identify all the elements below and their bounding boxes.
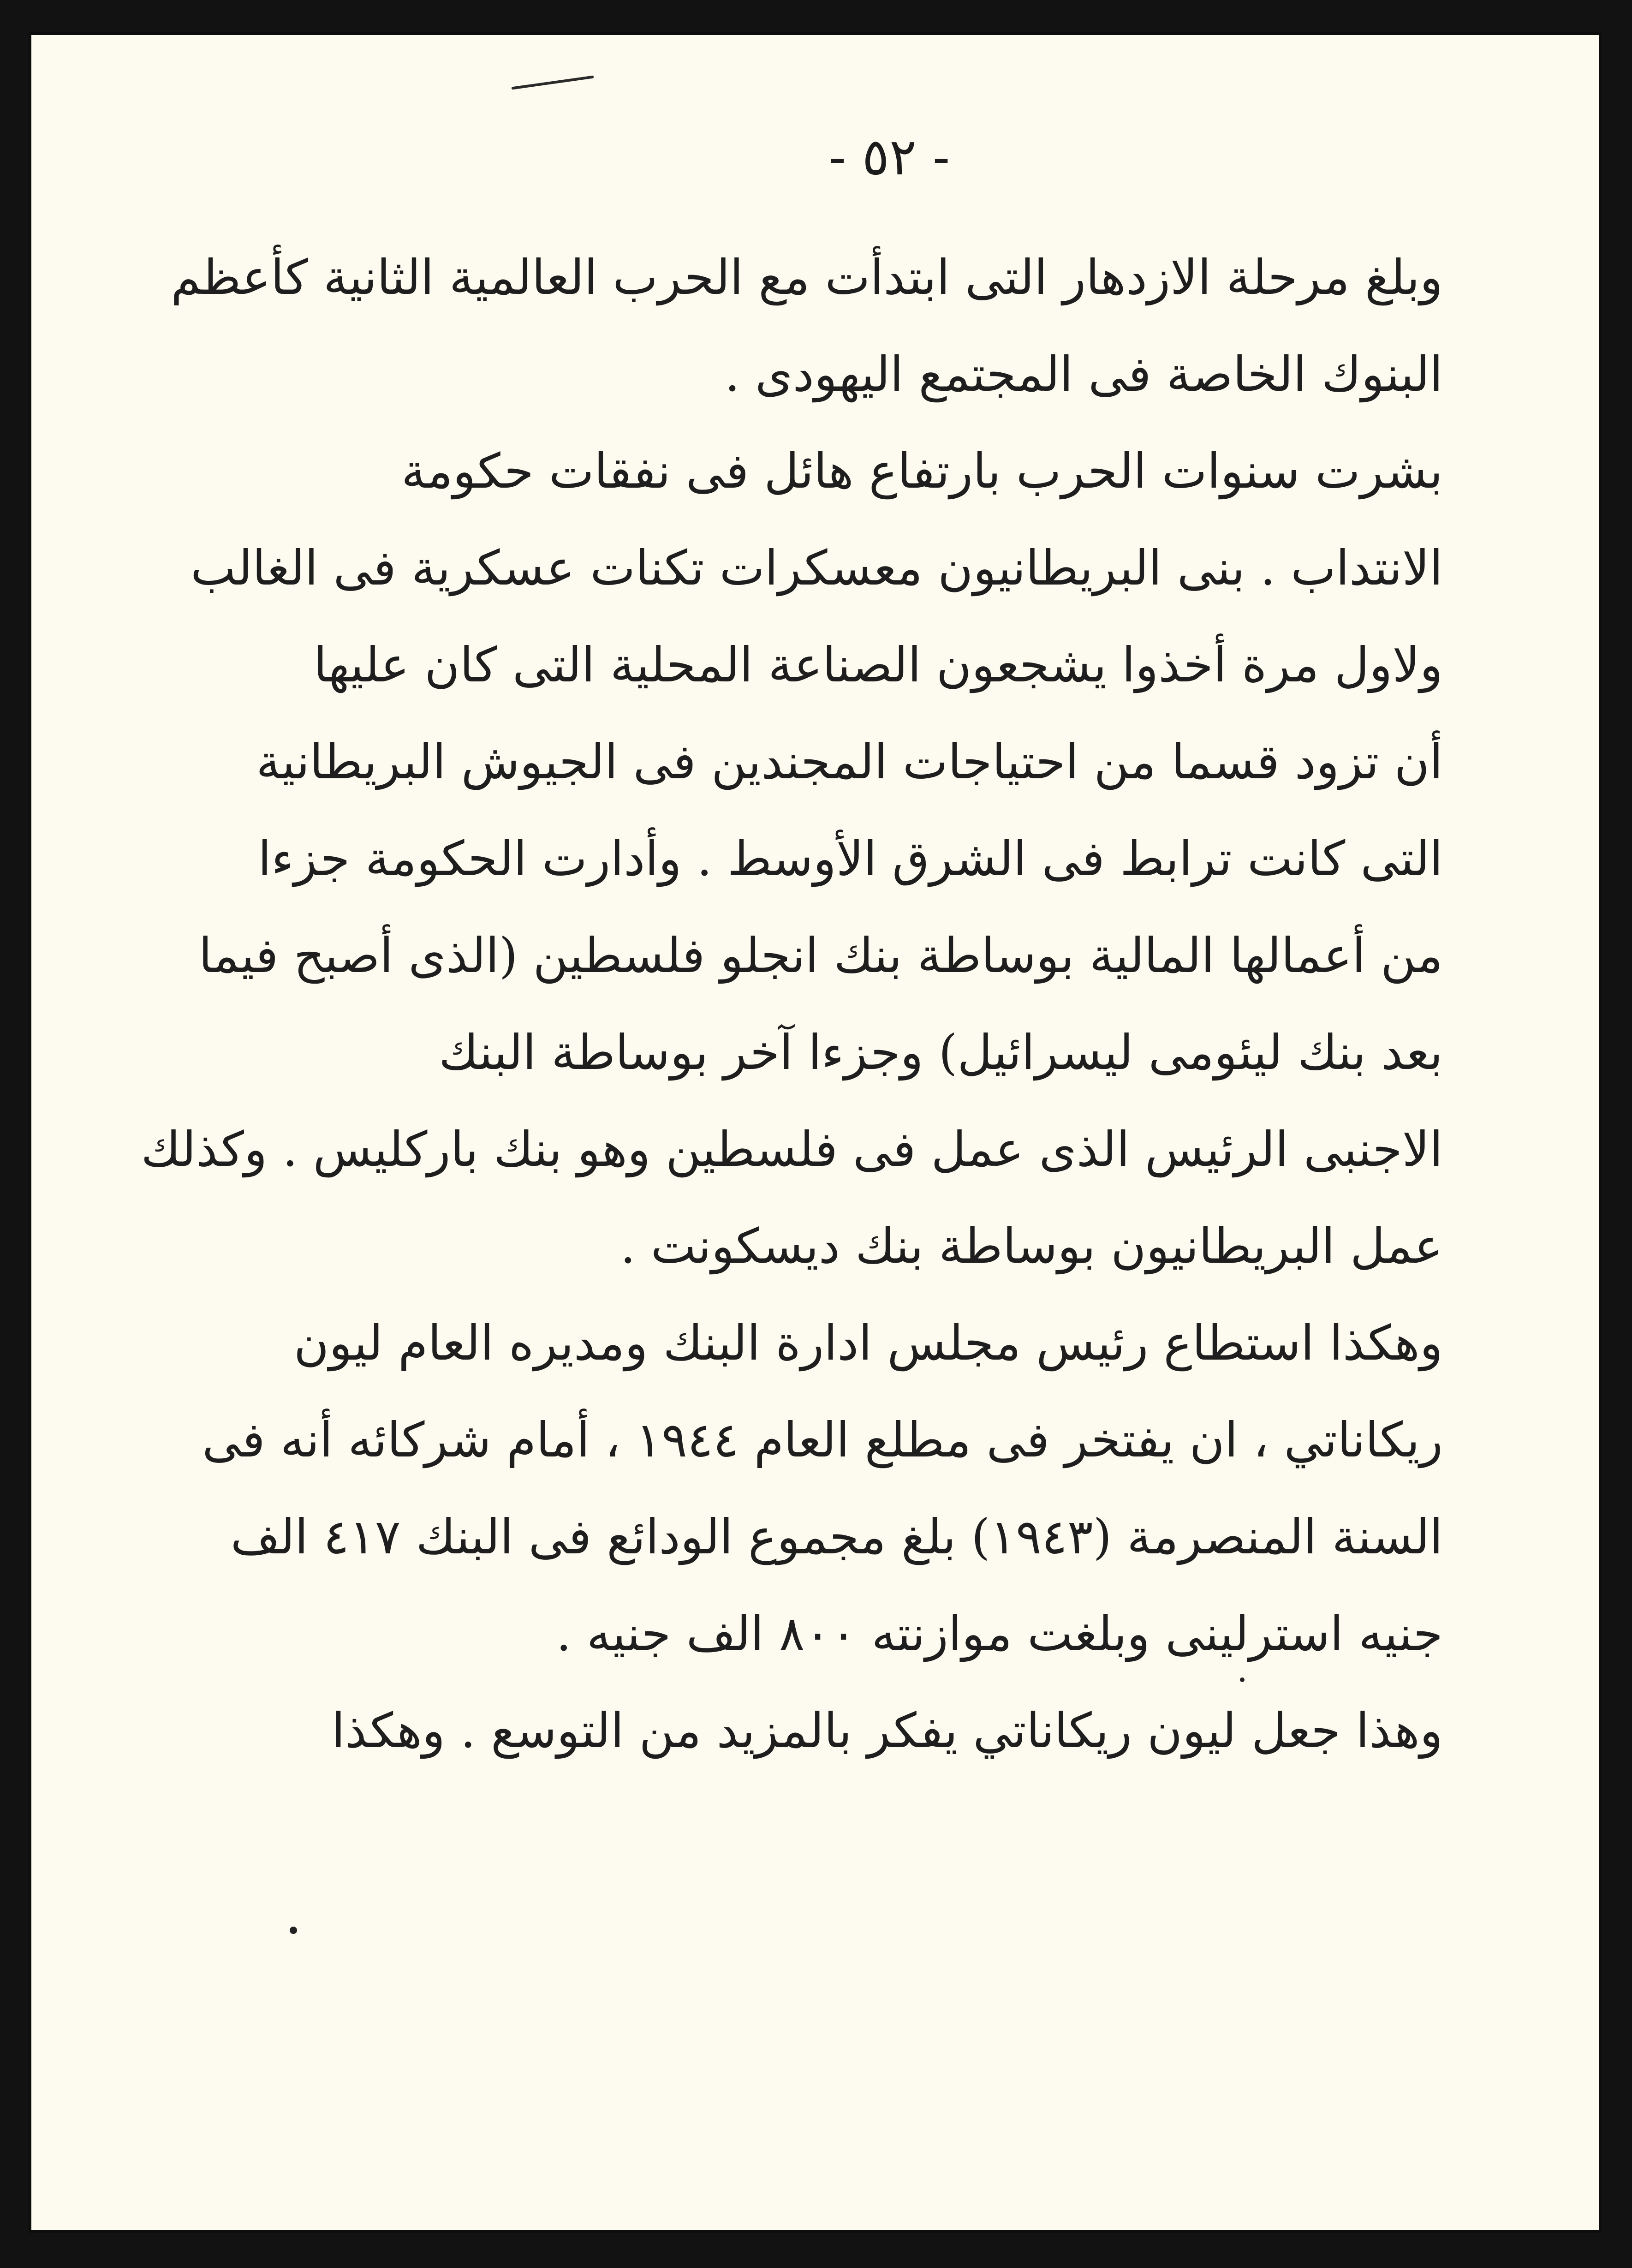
text-line: وبلغ مرحلة الازدهار التى ابتدأت مع الحرب العالمية الثانية كأعظم — [171, 249, 1443, 305]
text-line: وهذا جعل ليون ريكاناتي يفكر بالمزيد من التوسع . وهكذا — [332, 1702, 1443, 1759]
text-line: من أعمالها المالية بوساطة بنك انجلو فلسطين (الذى أصبح فيما — [198, 927, 1443, 984]
text-line: أن تزود قسما من احتياجات المجندين فى الجيوش البريطانية — [256, 734, 1443, 790]
text-line: التى كانت ترابط فى الشرق الأوسط . وأدارت الحكومة جزءا — [258, 830, 1443, 887]
text-line: السنة المنصرمة (١٩٤٣) بلغ مجموع الودائع فى البنك ٤١٧ الف — [230, 1509, 1443, 1565]
text-line: ريكاناتي ، ان يفتخر فى مطلع العام ١٩٤٤ ، أمام شركائه أنه فى — [202, 1412, 1443, 1468]
text-line: وهكذا استطاع رئيس مجلس ادارة البنك ومديره العام ليون — [293, 1315, 1443, 1371]
text-line: بشرت سنوات الحرب بارتفاع هائل فى نفقات حكومة — [401, 443, 1443, 499]
text-line: عمل البريطانيون بوساطة بنك ديسكونت . — [620, 1218, 1443, 1274]
text-line: ولاول مرة أخذوا يشجعون الصناعة المحلية التى كان عليها — [313, 637, 1443, 693]
text-line: البنوك الخاصة فى المجتمع اليهودى . — [724, 346, 1443, 402]
handwritten-text-body — [105, 229, 1443, 1779]
text-line: الاجنبى الرئيس الذى عمل فى فلسطين وهو بنك باركليس . وكذلك — [141, 1121, 1443, 1177]
pen-stroke-mark — [511, 76, 594, 90]
document-page — [29, 32, 1602, 2233]
text-line: جنيه استرلينى وبلغت موازنته ٨٠٠ الف جنيه . — [556, 1606, 1443, 1662]
ink-dot — [1240, 1677, 1245, 1682]
ink-dot — [290, 1927, 297, 1934]
page-number: - ٥٢ - — [828, 127, 950, 186]
text-line: الانتداب . بنى البريطانيون معسكرات تكنات عسكرية فى الغالب — [191, 540, 1443, 596]
text-line: بعد بنك ليئومى ليسرائيل) وجزءا آخر بوساطة البنك — [439, 1024, 1443, 1080]
